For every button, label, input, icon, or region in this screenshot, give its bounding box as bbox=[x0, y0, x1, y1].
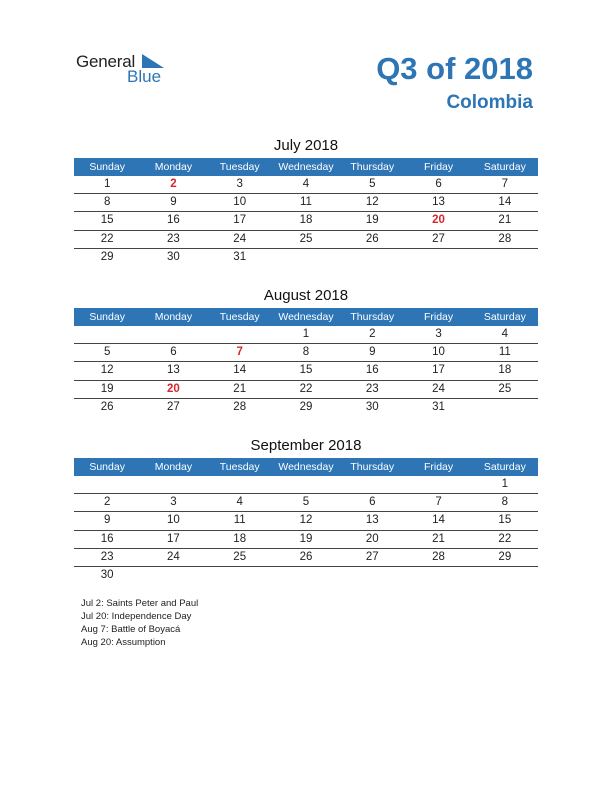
generalblue-logo bbox=[76, 52, 176, 88]
day-cell bbox=[207, 476, 273, 493]
day-cell: 4 bbox=[501, 328, 509, 340]
day-cell: 22 bbox=[100, 232, 114, 245]
day-cell: 12 bbox=[100, 364, 114, 377]
day-cell: 9 bbox=[369, 346, 376, 359]
day-cell: 23 bbox=[167, 232, 180, 245]
day-cell bbox=[207, 567, 273, 584]
logo-word-blue: Blue bbox=[127, 67, 162, 86]
day-cell: 26 bbox=[365, 232, 379, 245]
weekday-header bbox=[74, 458, 538, 476]
day-cell: 10 bbox=[432, 346, 445, 359]
day-cell: 9 bbox=[103, 514, 111, 527]
day-cell: 11 bbox=[498, 346, 511, 359]
week-row bbox=[74, 231, 538, 249]
day-cell: 14 bbox=[498, 196, 512, 209]
weekday-label: Wednesday bbox=[278, 311, 334, 323]
country-name: Colombia bbox=[446, 92, 533, 113]
day-cell: 14 bbox=[432, 514, 445, 527]
day-cell bbox=[140, 476, 206, 493]
day-cell: 27 bbox=[167, 400, 180, 413]
day-cell: 23 bbox=[365, 382, 379, 395]
day-cell: 19 bbox=[100, 382, 114, 395]
day-cell: 13 bbox=[365, 514, 379, 527]
day-cell: 2 bbox=[369, 328, 376, 340]
month-title: September 2018 bbox=[250, 437, 362, 454]
weekday-label: Wednesday bbox=[278, 161, 334, 173]
weekday-label: Wednesday bbox=[278, 461, 334, 473]
day-cell: 14 bbox=[233, 364, 247, 377]
weekday-label: Sunday bbox=[89, 311, 125, 323]
day-cell: 5 bbox=[103, 346, 111, 359]
day-cell: 21 bbox=[432, 532, 445, 545]
day-cell: 19 bbox=[299, 532, 313, 545]
day-cell: 6 bbox=[369, 496, 376, 509]
day-cell: 29 bbox=[498, 550, 512, 563]
week-row bbox=[74, 476, 538, 494]
week-row bbox=[74, 344, 538, 362]
weekday-label: Sunday bbox=[89, 461, 125, 473]
day-cell bbox=[472, 399, 538, 416]
month-calendar bbox=[74, 136, 538, 266]
weekday-header bbox=[74, 158, 538, 176]
day-cell bbox=[339, 567, 405, 584]
day-cell: 27 bbox=[365, 550, 379, 563]
day-cell: 18 bbox=[299, 214, 313, 227]
day-cell: 1 bbox=[501, 478, 509, 490]
weekday-label: Friday bbox=[423, 161, 454, 173]
day-cell: 4 bbox=[302, 178, 310, 190]
day-cell: 29 bbox=[299, 400, 313, 413]
day-cell: 27 bbox=[432, 232, 445, 245]
weekday-label: Thursday bbox=[350, 461, 395, 473]
day-cell: 7 bbox=[435, 496, 442, 509]
week-row bbox=[74, 362, 538, 380]
day-cell: 16 bbox=[167, 214, 180, 227]
week-row bbox=[74, 176, 538, 194]
day-cell: 8 bbox=[103, 196, 111, 209]
day-cell bbox=[405, 567, 471, 584]
holiday-note: Jul 2: Saints Peter and Paul bbox=[81, 598, 199, 609]
weekday-label: Thursday bbox=[350, 311, 395, 323]
day-cell: 6 bbox=[170, 346, 177, 359]
day-cell: 1 bbox=[103, 178, 111, 190]
day-cell: 13 bbox=[432, 196, 445, 209]
day-cell bbox=[472, 567, 538, 584]
weekday-label: Friday bbox=[423, 461, 454, 473]
week-row bbox=[74, 194, 538, 212]
day-cell: 2 bbox=[103, 496, 111, 509]
day-cell bbox=[339, 476, 405, 493]
weekday-label: Saturday bbox=[483, 161, 526, 173]
day-cell: 21 bbox=[498, 214, 512, 227]
day-cell: 9 bbox=[170, 196, 177, 209]
day-cell: 31 bbox=[432, 400, 445, 413]
day-cell: 3 bbox=[236, 178, 243, 190]
day-cell: 20 bbox=[365, 532, 379, 545]
day-cell bbox=[273, 249, 339, 266]
day-cell: 28 bbox=[432, 550, 445, 563]
day-cell: 3 bbox=[435, 328, 442, 340]
holiday-day-cell: 7 bbox=[236, 346, 243, 359]
weekday-label: Monday bbox=[154, 161, 193, 173]
weekday-label: Tuesday bbox=[219, 311, 260, 323]
week-row bbox=[74, 326, 538, 344]
week-row bbox=[74, 549, 538, 567]
logo-word-general: General bbox=[76, 52, 136, 71]
month-title: July 2018 bbox=[273, 137, 339, 154]
day-cell: 1 bbox=[302, 328, 310, 340]
day-cell: 10 bbox=[233, 196, 247, 209]
logo-triangle-icon bbox=[142, 54, 164, 68]
day-cell: 29 bbox=[100, 250, 114, 263]
day-cell: 13 bbox=[167, 364, 180, 377]
weekday-label: Tuesday bbox=[219, 161, 260, 173]
day-cell bbox=[74, 326, 140, 343]
day-cell: 17 bbox=[233, 214, 247, 227]
day-cell bbox=[273, 567, 339, 584]
day-cell: 8 bbox=[501, 496, 509, 509]
day-cell: 25 bbox=[299, 232, 313, 245]
weekday-label: Thursday bbox=[350, 161, 395, 173]
day-cell: 24 bbox=[233, 232, 247, 245]
month-title: August 2018 bbox=[263, 287, 349, 304]
page-title: Q3 of 2018 bbox=[376, 51, 533, 86]
day-cell bbox=[140, 567, 206, 584]
day-cell: 19 bbox=[365, 214, 379, 227]
day-cell: 5 bbox=[369, 178, 376, 190]
day-cell: 17 bbox=[432, 364, 445, 377]
day-cell: 12 bbox=[365, 196, 379, 209]
week-row bbox=[74, 399, 538, 416]
day-cell bbox=[339, 249, 405, 266]
day-cell: 28 bbox=[498, 232, 512, 245]
day-cell: 24 bbox=[432, 382, 445, 395]
week-row bbox=[74, 494, 538, 512]
day-cell: 18 bbox=[498, 364, 512, 377]
week-row bbox=[74, 381, 538, 399]
day-cell bbox=[207, 326, 273, 343]
day-cell: 28 bbox=[233, 400, 247, 413]
day-cell: 26 bbox=[100, 400, 114, 413]
day-cell: 23 bbox=[100, 550, 114, 563]
day-cell: 22 bbox=[498, 532, 512, 545]
day-cell bbox=[405, 249, 471, 266]
day-cell bbox=[472, 249, 538, 266]
day-cell: 25 bbox=[233, 550, 247, 563]
day-cell: 30 bbox=[100, 568, 114, 581]
day-cell: 22 bbox=[299, 382, 313, 395]
weekday-header bbox=[74, 308, 538, 326]
holiday-note: Aug 7: Battle of Boyacá bbox=[81, 624, 181, 635]
weekday-label: Sunday bbox=[89, 161, 125, 173]
weekday-label: Saturday bbox=[483, 461, 526, 473]
weekday-label: Monday bbox=[154, 311, 193, 323]
day-cell: 25 bbox=[498, 382, 512, 395]
day-cell bbox=[140, 326, 206, 343]
day-cell: 15 bbox=[299, 364, 313, 377]
day-cell bbox=[405, 476, 471, 493]
day-cell: 12 bbox=[299, 514, 313, 527]
day-cell: 31 bbox=[233, 250, 247, 263]
day-cell: 8 bbox=[302, 346, 310, 359]
day-cell: 30 bbox=[365, 400, 379, 413]
month-calendar bbox=[74, 436, 538, 584]
weekday-label: Friday bbox=[423, 311, 454, 323]
month-calendar bbox=[74, 286, 538, 416]
day-cell: 18 bbox=[233, 532, 247, 545]
holiday-day-cell: 20 bbox=[167, 382, 180, 395]
day-cell: 26 bbox=[299, 550, 313, 563]
day-cell: 15 bbox=[498, 514, 512, 527]
day-cell: 5 bbox=[302, 496, 310, 509]
week-row bbox=[74, 567, 538, 584]
day-cell: 11 bbox=[233, 514, 246, 527]
day-cell: 6 bbox=[435, 178, 442, 190]
week-row bbox=[74, 212, 538, 230]
day-cell: 4 bbox=[236, 496, 243, 509]
day-cell: 11 bbox=[300, 196, 312, 209]
weekday-label: Tuesday bbox=[219, 461, 260, 473]
weekday-label: Monday bbox=[154, 461, 193, 473]
day-cell: 16 bbox=[100, 532, 114, 545]
day-cell: 21 bbox=[233, 382, 247, 395]
week-row bbox=[74, 531, 538, 549]
holiday-note: Jul 20: Independence Day bbox=[81, 611, 192, 622]
day-cell: 24 bbox=[167, 550, 180, 563]
holiday-day-cell: 2 bbox=[170, 178, 177, 190]
day-cell: 17 bbox=[167, 532, 180, 545]
holiday-day-cell: 20 bbox=[432, 214, 445, 227]
day-cell: 3 bbox=[170, 496, 177, 509]
day-cell: 7 bbox=[501, 178, 509, 190]
day-cell bbox=[273, 476, 339, 493]
weekday-label: Saturday bbox=[483, 311, 526, 323]
week-row bbox=[74, 512, 538, 530]
day-cell: 15 bbox=[100, 214, 114, 227]
holiday-notes bbox=[81, 597, 198, 649]
day-cell: 30 bbox=[167, 250, 180, 263]
day-cell bbox=[74, 476, 140, 493]
day-cell: 10 bbox=[167, 514, 180, 527]
holiday-note: Aug 20: Assumption bbox=[81, 637, 166, 648]
day-cell: 16 bbox=[365, 364, 379, 377]
week-row bbox=[74, 249, 538, 266]
